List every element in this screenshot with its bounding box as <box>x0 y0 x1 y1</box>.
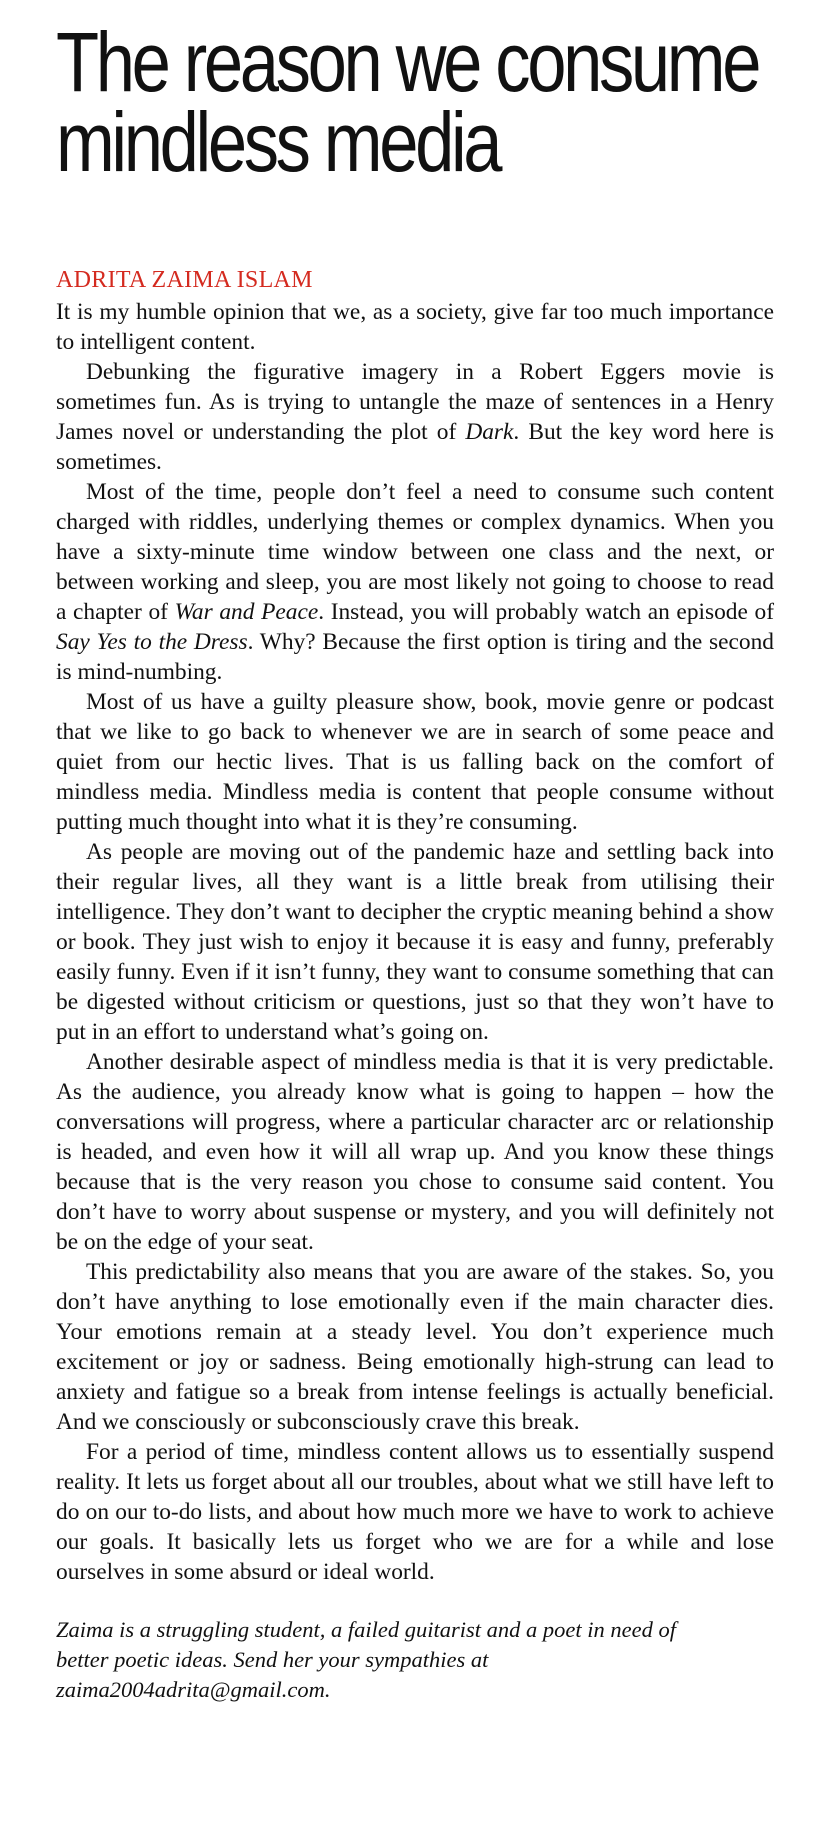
paragraph-3-text-b: . Instead, you will probably watch an episode of <box>318 599 775 625</box>
paragraph-6: Another desirable aspect of mindless media is that it is very predictable. As the audience, you already know what is going to happen – how the conversations will progress, where a particular character arc or relationship is headed, and even how it will all wrap up. And you know these things because that is the very reason you chose to consume said content. You don’t have to worry about suspense or mystery, and you will definitely not be on the edge of your seat. <box>56 1049 774 1255</box>
title-war-and-peace: War and Peace <box>174 599 319 625</box>
paragraph-7: This predictability also means that you are aware of the stakes. So, you don’t have anything to lose emotionally even if the main character dies. Your emotions remain at a steady level. You don’t experience much excitement or joy or sadness. Being emotionally high-strung can lead to anxiety and fatigue so a break from intense feelings is actually beneficial. And we consciously or subconsciously crave this break. <box>56 1259 774 1435</box>
paragraph-2-text-b: . But the key word here is sometimes. <box>56 419 774 475</box>
paragraph-1: It is my humble opinion that we, as a society, give far too much importance to intelligent content. <box>56 299 774 355</box>
bio-line-1: Zaima is a struggling student, a failed guitarist and a poet in need of <box>56 1617 677 1642</box>
paragraph-2-text-a: Debunking the figurative imagery in a Robert Eggers movie is sometimes fun. As is trying to untangle the maze of sentences in a Henry James novel or understanding the plot of <box>56 359 774 445</box>
author-bio <box>56 1615 716 1705</box>
author-byline: ADRITA ZAIMA ISLAM <box>56 267 313 293</box>
bio-line-2: better poetic ideas. Send her your sympathies at <box>56 1647 489 1672</box>
paragraph-3-text-c: . Why? Because the first option is tiring and the second is mind-numbing. <box>56 629 774 685</box>
bio-email: zaima2004adrita@gmail.com. <box>56 1677 331 1702</box>
paragraph-3 <box>56 477 774 687</box>
title-dark: Dark <box>465 419 514 445</box>
paragraph-4: Most of us have a guilty pleasure show, book, movie genre or podcast that we like to go back to whenever we are in search of some peace and quiet from our hectic lives. That is us falling back on the comfort of mindless media. Mindless media is content that people consume without putting much thought into what it is they’re consuming. <box>56 689 774 835</box>
headline-line-2: mindless media <box>56 95 500 189</box>
article-body <box>56 297 774 1587</box>
article <box>56 0 774 1705</box>
headline-line-1: The reason we consume <box>56 15 759 109</box>
paragraph-3-text-a: Most of the time, people don’t feel a need to consume such content charged with riddles, underlying themes or complex dynamics. When you have a sixty-minute time window between one class and the next, or between working and sleep, you are most likely not going to choose to read a chapter of <box>56 479 774 625</box>
paragraph-2 <box>56 357 774 477</box>
paragraph-8: For a period of time, mindless content allows us to essentially suspend reality. It lets us forget about all our troubles, about what we still have left to do on our to-do lists, and about how much more we have to work to achieve our goals. It basically lets us forget who we are for a while and lose ourselves in some absurd or ideal world. <box>56 1439 774 1585</box>
paragraph-5: As people are moving out of the pandemic haze and settling back into their regular lives, all they want is a little break from utilising their intelligence. They don’t want to decipher the cryptic meaning behind a show or book. They just wish to enjoy it because it is easy and funny, preferably easily funny. Even if it isn’t funny, they want to consume something that can be digested without criticism or questions, just so that they won’t have to put in an effort to understand what’s going on. <box>56 839 774 1045</box>
headline <box>56 0 778 189</box>
title-say-yes-to-the-dress: Say Yes to the Dress <box>56 629 248 655</box>
